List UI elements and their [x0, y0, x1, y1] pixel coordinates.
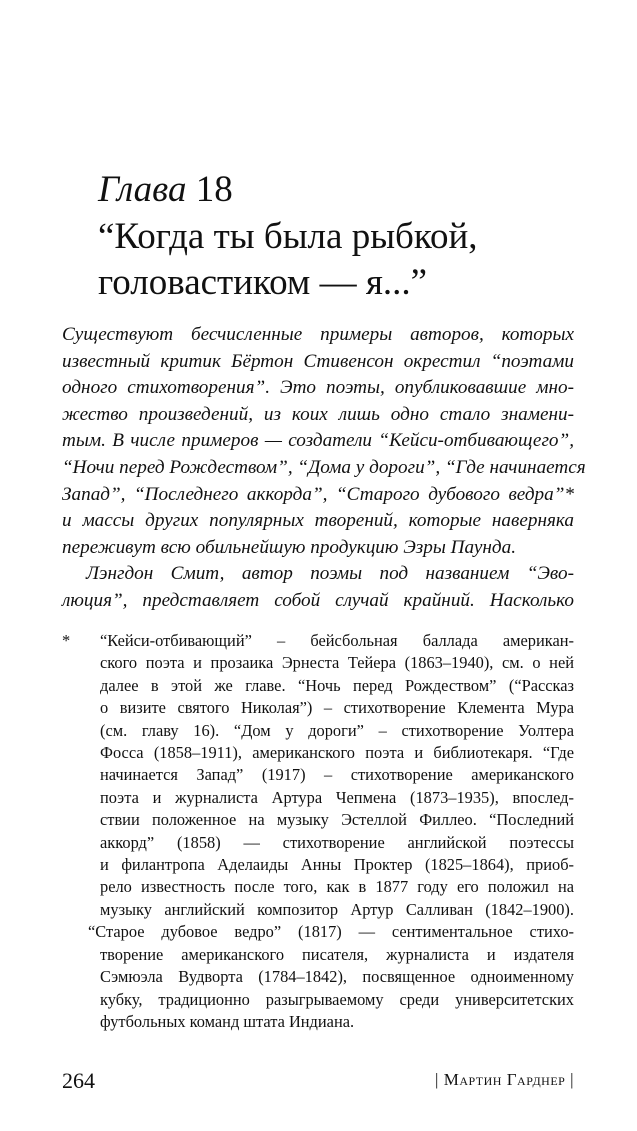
chapter-title	[98, 214, 578, 306]
footnote-line: Фосса (1858–1911), американского поэта и библиотекаря. “Где	[100, 743, 574, 763]
body-paragraphs	[62, 322, 586, 615]
footnote-line: о визите святого Николая”) – стихотворение Клемента Мура	[100, 698, 574, 718]
chapter-title-line-2: головастиком — я...”	[98, 262, 428, 303]
body-line: переживут всю обильнейшую продукцию Эзры Паунда.	[62, 536, 516, 558]
body-line: тым. В числе примеров — создатели “Кейси-отбивающего”,	[62, 430, 574, 452]
footnote-line: музыку английский композитор Артур Салливан (1842–1900).	[100, 899, 574, 919]
body-line: жество произведений, из коих лишь одно стало знамени-	[62, 403, 574, 425]
footnote-line: ствии положенное на музыку Эстеллой Филлео. “Последний	[100, 810, 574, 830]
footnote-line: аккорд” (1858) — стихотворение английской поэтессы	[100, 832, 574, 852]
body-line: Запад”, “Последнего аккорда”, “Старого дубового ведра”*	[62, 483, 574, 505]
chapter-heading	[98, 166, 578, 306]
footnote	[62, 630, 574, 1033]
body-line: Лэнгдон Смит, автор поэмы под названием “Эво-	[86, 563, 574, 585]
footnote-marker: *	[62, 631, 71, 650]
footnote-line: футбольных команд штата Индиана.	[100, 1011, 355, 1031]
body-line: одного стихотворения”. Это поэты, опубликовавшие мно-	[62, 377, 574, 399]
page-footer	[62, 1068, 574, 1098]
footnote-line: (см. главу 16). “Дом у дороги” – стихотворение Уолтера	[100, 720, 574, 740]
chapter-label: Глава	[98, 169, 187, 210]
footnote-line: “Старое дубовое ведро” (1817) — сентиментальное стихо-	[88, 922, 574, 942]
footnote-line: “Кейси-отбивающий” – бейсбольная баллада американ-	[100, 631, 574, 650]
body-line: Существуют бесчисленные примеры авторов, которых	[62, 324, 574, 345]
footnote-line: ского поэта и прозаика Эрнеста Тейера (1863–1940), см. о ней	[100, 653, 574, 673]
footnote-line: далее в этой же главе. “Ночь перед Рождеством” (“Рассказ	[100, 675, 574, 695]
footnote-line: творение американского писателя, журналиста и издателя	[100, 944, 574, 964]
body-line: “Ночи перед Рождеством”, “Дома у дороги”, “Где начинается	[62, 456, 586, 478]
page-number: 264	[62, 1068, 95, 1093]
footnote-line: Сэмюэла Вудворта (1784–1842), посвященное одноименному	[100, 967, 574, 987]
chapter-title-line-1: “Когда ты была рыбкой,	[98, 216, 478, 257]
body-line: известный критик Бёртон Стивенсон окрестил “поэтами	[62, 350, 574, 372]
body-line: и массы других популярных творений, которые наверняка	[62, 510, 574, 532]
body-line: люция”, представляет собой случай крайний. Насколько	[62, 589, 574, 611]
footnote-line: начинается Запад” (1917) – стихотворение американского	[100, 765, 574, 785]
footnote-line: поэта и журналиста Артура Чепмена (1873–1935), впослед-	[100, 787, 574, 807]
footnote-line: кубку, традиционно разыгрываемому среди университетских	[100, 989, 574, 1009]
footnote-line: рело известность после того, как в 1877 году его положил на	[100, 877, 574, 897]
footnote-line: и филантропа Аделаиды Анны Проктер (1825–1864), приоб-	[100, 855, 574, 875]
chapter-number	[98, 166, 578, 214]
chapter-number-value: 18	[195, 169, 233, 210]
footnote-text	[88, 630, 574, 1033]
running-head: | Мартин Гарднер |	[435, 1070, 574, 1089]
